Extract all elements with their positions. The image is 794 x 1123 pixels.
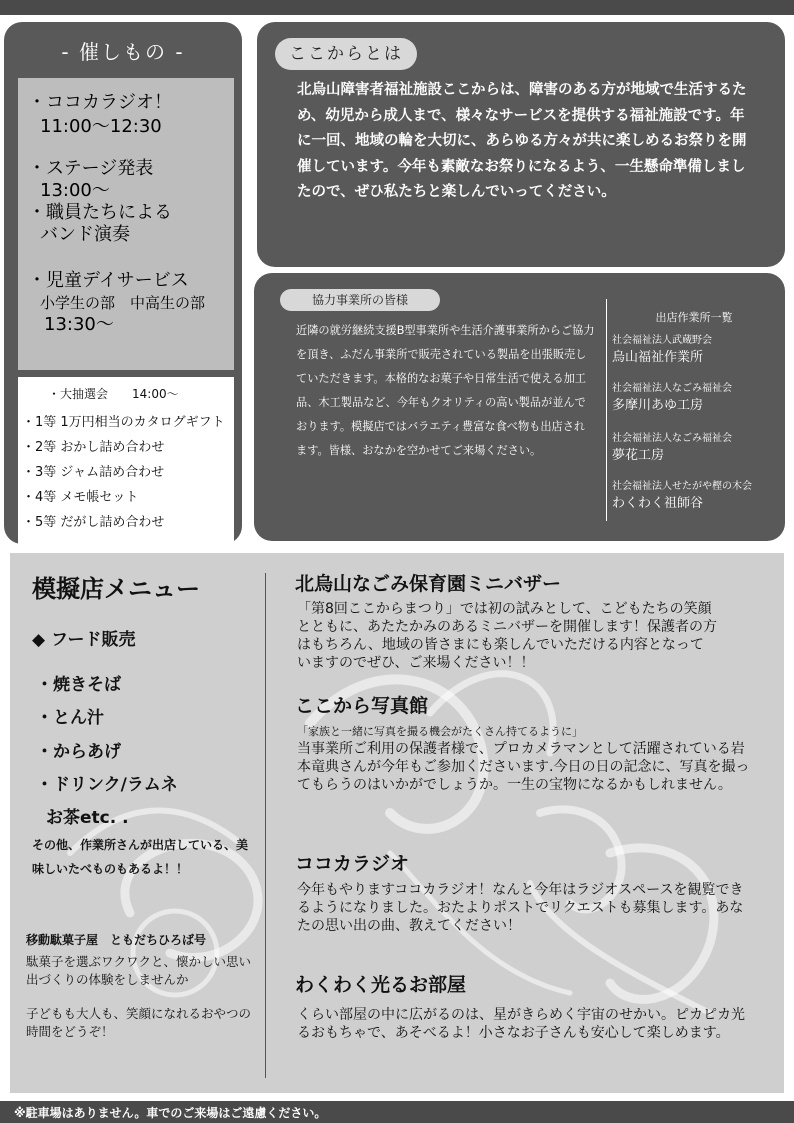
food-item: ・焼きそば (36, 675, 121, 695)
shop-name: わくわく祖師谷 (612, 496, 704, 511)
bazaar-text: 「第8回ここからまつり」では初の試みとして、こどもたちの笑顔とともに、あたたかみのあるミニバザーを開催します！保護者の方はもちろん、地域の皆さまにも楽しんでいただける内容となっていますのでぜひ、ご来場ください！！ (297, 601, 717, 671)
dagashi-text: 駄菓子を選ぶワクワクと、懐かしい思い出づくりの体験をしませんか (26, 954, 252, 987)
food-item: お茶etc. . (46, 808, 129, 828)
dagashi-text: 子どもも大人も、笑顔になれるおやつの時間をどうぞ！ (26, 1006, 252, 1039)
event-staff: ・職員たちによる (28, 202, 172, 223)
lottery-prize: ・2等 おかし詰め合わせ (22, 440, 165, 455)
photo-text: 当事業所ご利用の保護者様で、プロカメラマンとして活躍されている岩本竜典さんが今年もご参加くださいます.今日の日の記念に、写真を撮ってもらうのはいかがでしょうか。一生の宝物になるかもしれません。 (297, 741, 750, 793)
top-bar (0, 0, 794, 15)
shop-item (612, 477, 752, 511)
event-band: バンド演奏 (40, 224, 130, 245)
footer-bar (0, 1101, 794, 1123)
divider (265, 573, 266, 1078)
shop-item (612, 379, 732, 413)
shop-item (612, 429, 732, 463)
event-stage: ・ステージ発表 (28, 158, 154, 179)
photo-title: ここから写真館 (295, 695, 429, 717)
bazaar-title: 北烏山なごみ保育園ミニバザー (295, 573, 562, 595)
about-panel (257, 22, 785, 267)
partners-text: 近隣の就労継続支援B型事業所や生活介護事業所からご協力を頂き、ふだん事業所で販売されている製品を出張販売していただきます。本格的なお菓子や日常生活で使える加工品、木工製品など、今年もクオリティの高い製品が並んでおります。模擬店ではバラエティ豊富な食べ物も出店されます。皆様、おなかを空かせてご来場ください。 (296, 324, 595, 457)
lottery-prize: ・1等 1万円相当のカタログギフト (22, 415, 225, 430)
event-children-groups: 小学生の部 中高生の部 (40, 294, 206, 312)
shop-name: 夢花工房 (612, 448, 665, 463)
lottery-head: ・大抽選会 14:00〜 (48, 387, 179, 401)
event-children: ・児童デイサービス (28, 270, 189, 291)
events-list (18, 78, 234, 370)
shops-head: 出店作業所一覧 (655, 311, 733, 324)
lottery-prize: ・4等 メモ帳セット (22, 490, 139, 505)
about-text: 北烏山障害者福祉施設ここからは、障害のある方が地域で生活するため、幼児から成人まで、様々なサービスを提供する福祉施設です。年に一回、地域の輪を大切に、あらゆる方々が共に楽しめるお祭りを開催しています。今年も素敵なお祭りになるよう、一生懸命準備しましたので、ぜひ私たちと楽しんでいってください。 (297, 82, 747, 201)
shop-org: 社会福祉法人せたがや樫の木会 (612, 481, 752, 492)
menu-note: その他、作業所さんが出店している、美味しいたべものもあるよ！！ (32, 838, 249, 876)
event-radio: ・ココカラジオ！ (28, 92, 172, 113)
food-item: ・ドリンク/ラムネ (36, 775, 178, 795)
menu-title: 模擬店メニュー (32, 575, 200, 603)
about-title: ここからとは (275, 38, 417, 70)
shop-name: 多摩川あゆ工房 (612, 398, 704, 413)
partners-title: 協力事業所の皆様 (280, 289, 440, 311)
events-title: - 催しもの - (61, 40, 185, 64)
shop-org: 社会福祉法人なごみ福祉会 (612, 383, 732, 394)
parking-notice: ※駐車場はありません。車でのご来場はご遠慮ください。 (14, 1106, 327, 1120)
shop-name: 烏山福祉作業所 (612, 350, 704, 365)
event-children-time: 13:30〜 (44, 314, 114, 335)
divider (606, 299, 607, 521)
event-radio-time: 11:00〜12:30 (40, 116, 162, 137)
room-title: わくわく光るお部屋 (295, 974, 467, 996)
dagashi-title: 移動駄菓子屋 ともだちひろば号 (26, 933, 207, 947)
lottery-prize: ・5等 だがし詰め合わせ (22, 515, 165, 530)
lottery-prize: ・3等 ジャム詰め合わせ (22, 465, 165, 480)
shop-org: 社会福祉法人なごみ福祉会 (612, 433, 732, 444)
radio-title: ココカラジオ (295, 853, 410, 875)
food-sale-heading: ◆ フード販売 (32, 630, 136, 650)
food-item: ・からあげ (36, 742, 121, 762)
events-panel (4, 22, 242, 544)
menu-and-events-section (10, 553, 784, 1093)
event-stage-time: 13:00〜 (40, 180, 110, 201)
shop-item (612, 331, 712, 365)
food-item: ・とん汁 (36, 708, 104, 728)
photo-note: 「家族と一緒に写真を撮る機会がたくさん持てるように」 (297, 725, 583, 738)
room-text: くらい部屋の中に広がるのは、星がきらめく宇宙のせかい。ピカピカ光るおもちゃで、あそべるよ！小さなお子さんも安心して楽しめます。 (297, 1007, 745, 1041)
shop-org: 社会福祉法人武蔵野会 (612, 335, 712, 346)
radio-text: 今年もやりますココカラジオ！なんと今年はラジオスペースを観覧できるようになりました。おたよりポストでリクエストも募集します。あなたの思い出の曲、教えてください！ (297, 882, 744, 934)
lottery-box (18, 377, 234, 560)
partners-panel (254, 273, 785, 541)
